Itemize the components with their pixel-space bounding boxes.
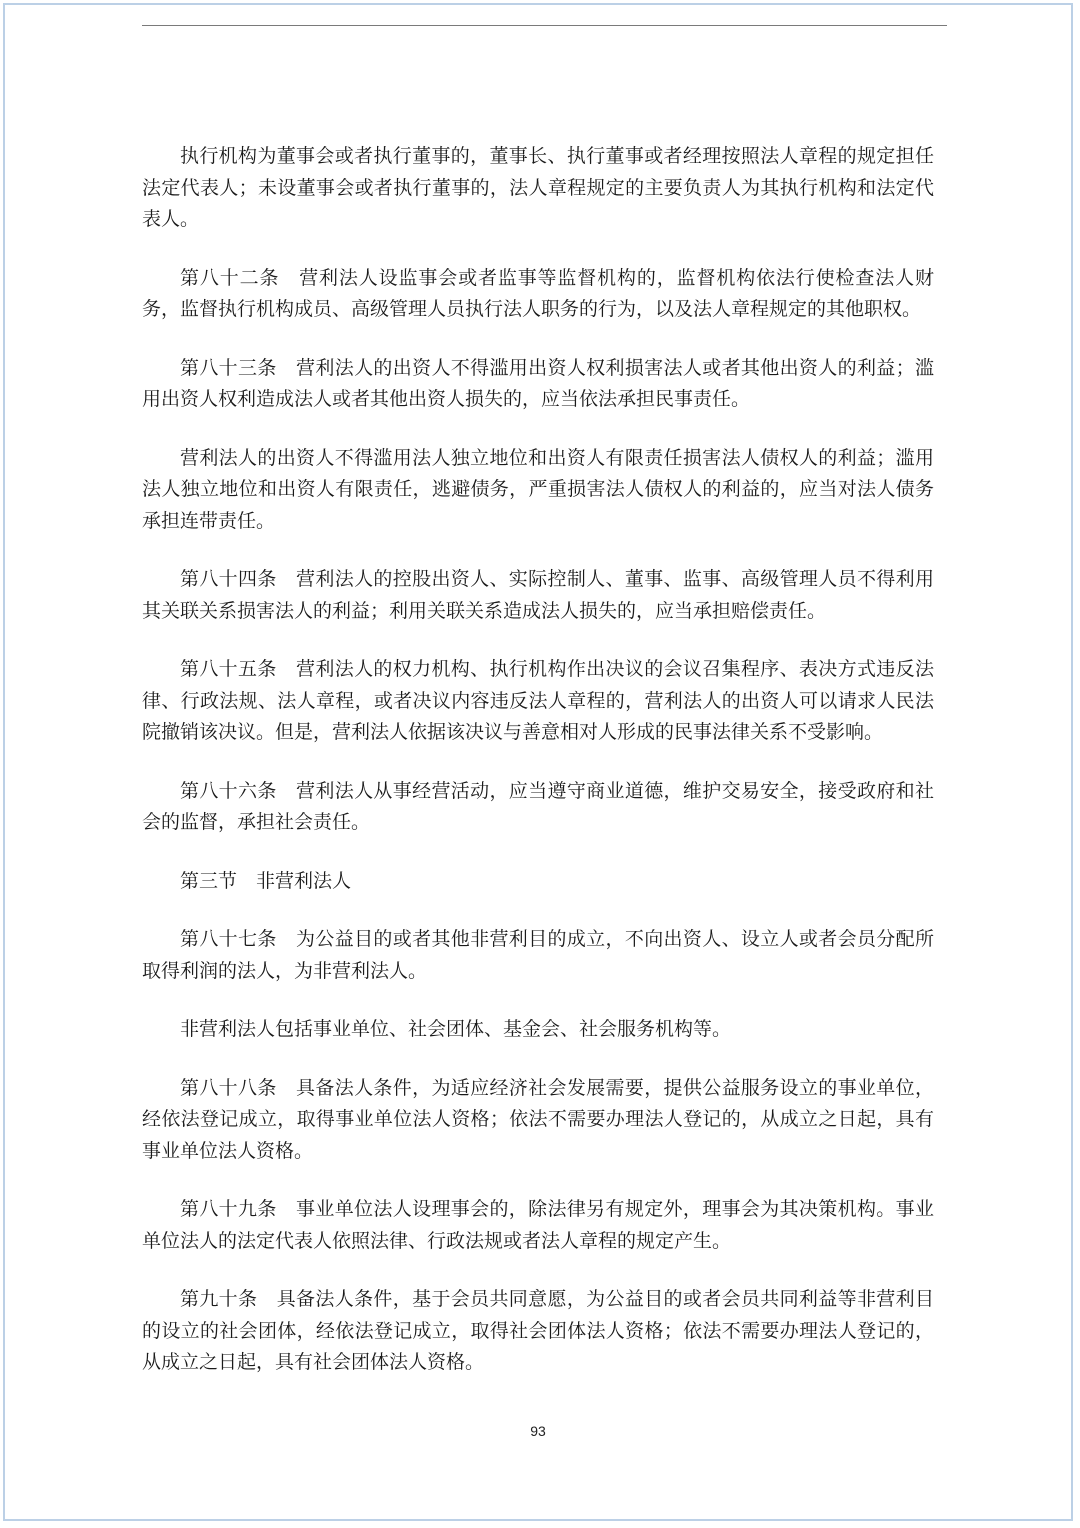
paragraph: 非营利法人包括事业单位、社会团体、基金会、社会服务机构等。 <box>180 1018 732 1040</box>
article-88: 第八十八条 具备法人条件，为适应经济社会发展需要，提供公益服务设立的事业单位，经依法登记成立，取得事业单位法人资格；依法不需要办理法人登记的，从成立之日起，具有事业单位法人资格。 <box>142 1076 934 1162</box>
document-page <box>3 3 1073 1521</box>
article-84: 第八十四条 营利法人的控股出资人、实际控制人、董事、监事、高级管理人员不得利用其关联关系损害法人的利益；利用关联关系造成法人损失的，应当承担赔偿责任。 <box>142 568 934 622</box>
header-rule <box>142 25 947 26</box>
article-89: 第八十九条 事业单位法人设理事会的，除法律另有规定外，理事会为其决策机构。事业单位法人的法定代表人依照法律、行政法规或者法人章程的规定产生。 <box>142 1198 934 1252</box>
article-90: 第九十条 具备法人条件，基于会员共同意愿，为公益目的或者会员共同利益等非营利目的设立的社会团体，经依法登记成立，取得社会团体法人资格；依法不需要办理法人登记的，从成立之日起，具有社会团体法人资格。 <box>142 1288 934 1373</box>
article-83: 第八十三条 营利法人的出资人不得滥用出资人权利损害法人或者其他出资人的利益；滥用出资人权利造成法人或者其他出资人损失的，应当依法承担民事责任。 <box>142 356 934 410</box>
page-number: 93 <box>530 1423 546 1439</box>
article-86: 第八十六条 营利法人从事经营活动，应当遵守商业道德，维护交易安全，接受政府和社会的监督，承担社会责任。 <box>142 779 934 833</box>
article-87: 第八十七条 为公益目的或者其他非营利目的成立，不向出资人、设立人或者会员分配所取得利润的法人，为非营利法人。 <box>142 928 934 982</box>
paragraph: 执行机构为董事会或者执行董事的，董事长、执行董事或者经理按照法人章程的规定担任法定代表人；未设董事会或者执行董事的，法人章程规定的主要负责人为其执行机构和法定代表人。 <box>142 145 934 230</box>
paragraph: 营利法人的出资人不得滥用法人独立地位和出资人有限责任损害法人债权人的利益；滥用法人独立地位和出资人有限责任，逃避债务，严重损害法人债权人的利益的，应当对法人债务承担连带责任。 <box>142 446 934 532</box>
article-82: 第八十二条 营利法人设监事会或者监事等监督机构的，监督机构依法行使检查法人财务，监督执行机构成员、高级管理人员执行法人职务的行为，以及法人章程规定的其他职权。 <box>142 266 934 320</box>
article-85: 第八十五条 营利法人的权力机构、执行机构作出决议的会议召集程序、表决方式违反法律、行政法规、法人章程，或者决议内容违反法人章程的，营利法人的出资人可以请求人民法院撤销该决议。但是，营利法人依据该决议与善意相对人形成的民事法律关系不受影响。 <box>142 658 934 743</box>
document-body <box>142 141 934 1406</box>
section-heading: 第三节 非营利法人 <box>180 869 352 892</box>
